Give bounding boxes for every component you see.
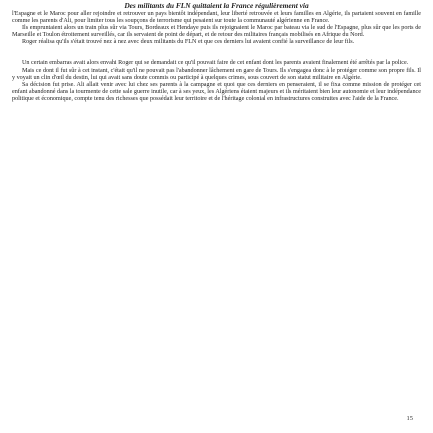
paragraph: Roger réalisa qu'ils s'était trouvé nez à nez avec deux militants du FLN et que ces derniers lui avaient confié la surveillance de leur fils. bbox=[22, 39, 355, 46]
top-paragraph-group bbox=[12, 11, 421, 46]
paragraph: Un certain embarras avait alors envahi Roger qui se demandait ce qu'il pouvait faire de cet enfant dont les parents avaient finalement été arrêtés par la police. bbox=[22, 60, 409, 67]
section-gap bbox=[12, 46, 421, 60]
paragraph: Sa décision fut prise. Ali allait venir avec lui chez ses parents à la campagne et quoi que ces derniers en penseraient, il se fixa comme mission de protéger cet enfant abandonné dans la tourmente de cette sale guerre inutile, car à ses yeux, les Algériens étaient majeurs et ils méritaient bien leur autonomie et leur indépendance politique et économique, compte tenu des richesses que possédait leur territoire et de l'héritage colonial en infrastructures construites avec l'aide de la France. bbox=[12, 81, 421, 102]
running-header: Des militants du FLN quittaient la France régulièrement via bbox=[124, 2, 309, 10]
page-number: 15 bbox=[406, 415, 413, 422]
bottom-paragraph-group bbox=[12, 60, 421, 103]
paragraph: Mais ce dont il fut sûr à cet instant, c'était qu'il ne pouvait pas l'abandonner lâchement en gare de Tours. Ils s'engagea donc à le protéger comme son propre fils. Il y voyait un clin d'œil du destin, lui qui avait sans doute commis ou participé à quelques crimes, sous couvert de son statut militaire en Algérie. bbox=[12, 67, 421, 81]
paragraph: Ils empruntaient alors un train plus sûr via Tours, Bordeaux et Hendaye puis ils rejoignaient le Maroc par bateau via le sud de l'Espagne, plus sûr que les ports de Marseille et Toulon étroitement surveillés, car ils servaient de point de départ, et de retour des militaires français mobilisés en Afrique du Nord. bbox=[12, 25, 421, 39]
body-text bbox=[12, 11, 421, 103]
paragraph: l'Espagne et le Maroc pour aller rejoindre et retrouver un pays bientôt indépendant, leur liberté retrouvée et leurs familles en Algérie, ils partaient souvent en famille comme les parents d'Ali, pour limiter tous les soupçons de terrorisme qui pesaient sur toute la communauté algérienne en France. bbox=[12, 11, 421, 25]
